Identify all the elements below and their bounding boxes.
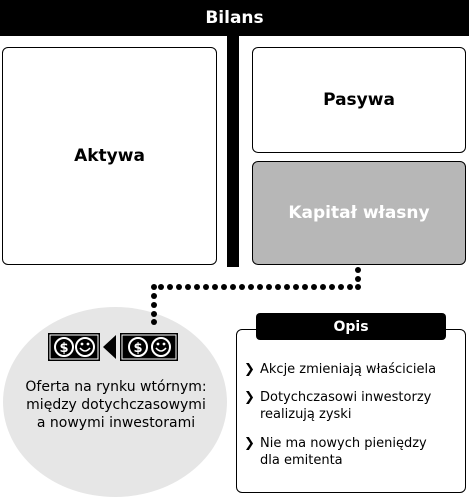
offer-description xyxy=(10,378,222,432)
description-header xyxy=(256,313,446,340)
equity-label: Kapitał własny xyxy=(288,203,430,223)
offer-line: między dotychczasowymi xyxy=(26,397,206,413)
svg-text:$: $ xyxy=(59,341,69,356)
description-item xyxy=(244,389,464,423)
diagram-title: Bilans xyxy=(205,8,264,28)
offer-line: Oferta na rynku wtórnym: xyxy=(25,379,207,395)
arrow-left-icon xyxy=(103,335,116,359)
chevron-right-icon: ❯ xyxy=(244,362,255,377)
description-header-label: Opis xyxy=(333,318,369,335)
liabilities-label: Pasywa xyxy=(323,90,395,110)
svg-text:$: $ xyxy=(133,341,143,356)
description-item-text: Akcje zmieniają właściciela xyxy=(260,362,437,377)
money-smiley-icon xyxy=(120,333,178,361)
offer-line: a nowymi inwestorami xyxy=(36,415,196,431)
chevron-right-icon: ❯ xyxy=(244,436,255,451)
description-item-text: dla emitenta xyxy=(260,453,343,468)
description-item xyxy=(244,435,464,469)
money-smiley-icon xyxy=(48,333,100,361)
assets-label: Aktywa xyxy=(74,146,145,166)
money-exchange-icons xyxy=(48,331,180,363)
description-item xyxy=(244,361,464,378)
description-item-text: Dotychczasowi inwestorzy xyxy=(260,390,432,405)
description-item-text: realizują zyski xyxy=(260,407,352,422)
description-item-text: Nie ma nowych pieniędzy xyxy=(260,436,427,451)
chevron-right-icon: ❯ xyxy=(244,390,255,405)
